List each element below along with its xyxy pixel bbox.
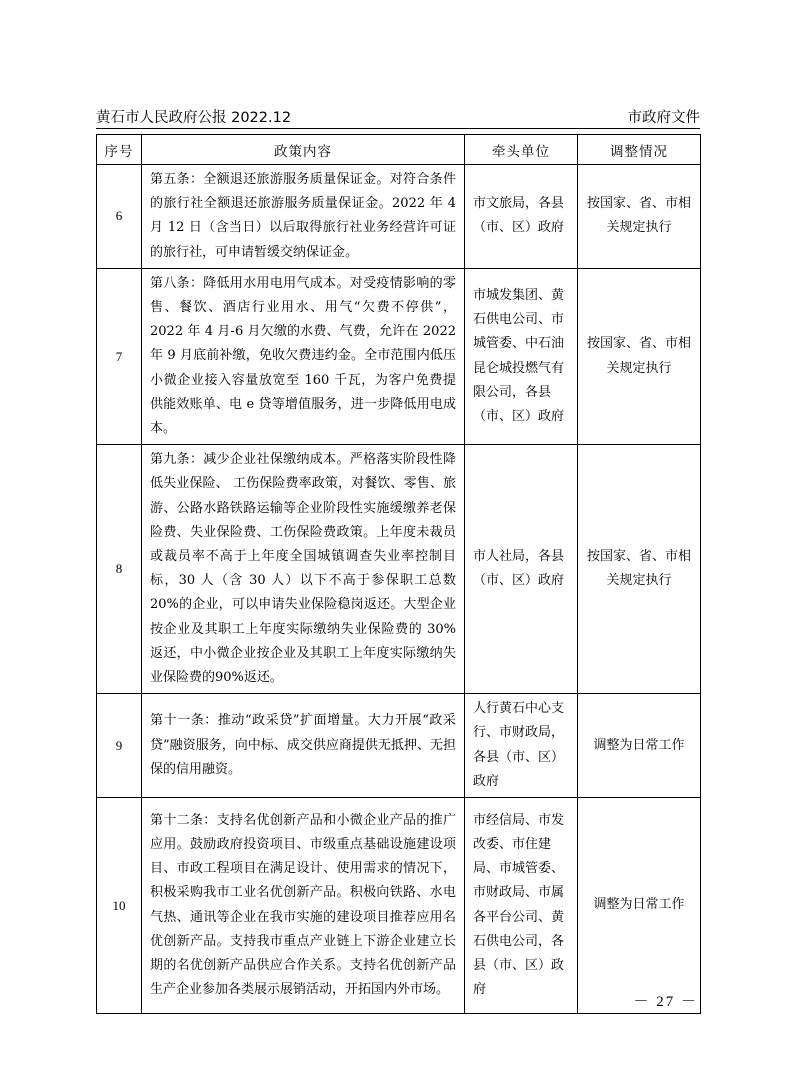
lead-unit: 市人社局，各县（市、区）政府 — [465, 445, 578, 694]
lead-unit: 市经信局、市发改委、市住建局、市城管委、市财政局、市属各平台公司、黄石供电公司，各县（市、区）政府 — [465, 798, 578, 1014]
column-header-content: 政策内容 — [142, 135, 465, 165]
page-header — [96, 104, 700, 129]
adjustment-status: 调整为日常工作 — [578, 694, 701, 798]
row-number: 8 — [97, 445, 142, 694]
adjustment-status: 按国家、省、市相关规定执行 — [578, 445, 701, 694]
table-row — [97, 798, 701, 1014]
policy-content: 第十二条：支持名优创新产品和小微企业产品的推广应用。鼓励政府投资项目、市级重点基础设施建设项目、市政工程项目在满足设计、使用需求的情况下，积极采购我市工业名优创新产品。积极向铁路、水电气热、通讯等企业在我市实施的建设项目推荐应用名优创新产品。支持我市重点产业链上下游企业建立长期的名优创新产品供应合作关系。支持名优创新产品生产企业参加各类展示展销活动，开拓国内外市场。 — [142, 798, 465, 1014]
adjustment-status: 按国家、省、市相关规定执行 — [578, 165, 701, 269]
lead-unit: 市城发集团、黄石供电公司、市城管委、中石油昆仑城投燃气有限公司，各县（市、区）政府 — [465, 268, 578, 444]
page-number: － 27 － — [633, 994, 698, 1010]
adjustment-status: 调整为日常工作 — [578, 798, 701, 1014]
row-number: 6 — [97, 165, 142, 269]
table-row — [97, 445, 701, 694]
table-row — [97, 694, 701, 798]
document-category: 市政府文件 — [627, 110, 700, 126]
policy-content: 第五条：全额退还旅游服务质量保证金。对符合条件的旅行社全额退还旅游服务质量保证金。2022 年 4 月 12 日（含当日）以后取得旅行社业务经营许可证的旅行社，可申请暂缓交纳保证金。 — [142, 165, 465, 269]
column-header-lead-unit: 牵头单位 — [465, 135, 578, 165]
policy-content: 第九条：减少企业社保缴纳成本。严格落实阶段性降低失业保险、 工伤保险费率政策，对餐饮、零售、旅游、公路水路铁路运输等企业阶段性实施缓缴养老保险费、失业保险费、工伤保险费政策。上年度未裁员或裁员率不高于上年度全国城镇调查失业率控制目标，30 人（含 30 人）以下不高于参保职工总数 20%的企业，可以申请失业保险稳岗返还。大型企业按企业及其职工上年度实际缴纳失业保险费的 30%返还，中小微企业按企业及其职工上年度实际缴纳失业保险费的90%返还。 — [142, 445, 465, 694]
policy-content: 第八条：降低用水用电用气成本。对受疫情影响的零售、餐饮、酒店行业用水、用气“欠费不停供”，2022 年 4 月-6 月欠缴的水费、气费，允许在 2022 年 9 月底前补缴，免收欠费违约金。全市范围内低压小微企业接入容量放宽至 160 千瓦，为客户免费提供能效账单、电 e 贷等增值服务，进一步降低用电成本。 — [142, 268, 465, 444]
table-header-row — [97, 135, 701, 165]
table-row — [97, 268, 701, 444]
table-row — [97, 165, 701, 269]
policy-table — [96, 134, 701, 1014]
adjustment-status: 按国家、省、市相关规定执行 — [578, 268, 701, 444]
row-number: 7 — [97, 268, 142, 444]
column-header-number: 序号 — [97, 135, 142, 165]
row-number: 9 — [97, 694, 142, 798]
lead-unit: 市文旅局，各县（市、区）政府 — [465, 165, 578, 269]
gazette-title: 黄石市人民政府公报 2022.12 — [96, 110, 292, 126]
row-number: 10 — [97, 798, 142, 1014]
column-header-adjustment: 调整情况 — [578, 135, 701, 165]
policy-content: 第十一条：推动“政采贷”扩面增量。大力开展“政采贷”融资服务，向中标、成交供应商提供无抵押、无担保的信用融资。 — [142, 694, 465, 798]
lead-unit: 人行黄石中心支行、市财政局，各县（市、区）政府 — [465, 694, 578, 798]
